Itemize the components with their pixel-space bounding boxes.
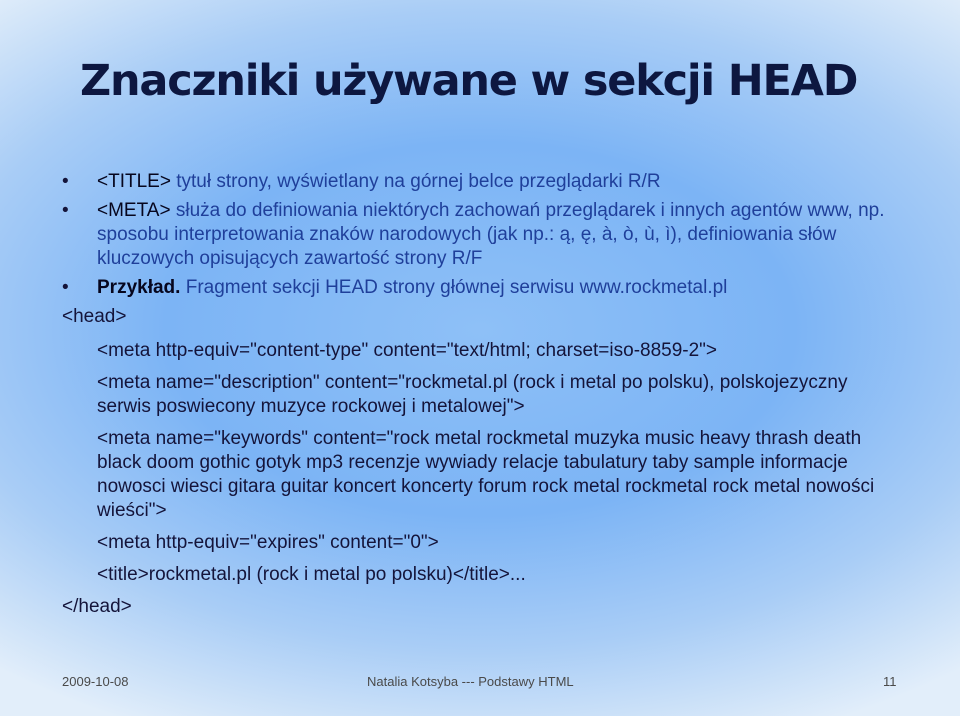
code-line: <meta name="keywords" content="rock metal rockmetal muzyka music heavy thrash death black doom gothic gotyk mp3 recenzje wywiady relacje tabulatury taby sample informacje nowosci wiesci gitara guitar koncert koncerty forum rock metal rockmetal rock metal nowości wieści">	[97, 428, 875, 521]
footer-page-number: 11	[883, 674, 897, 689]
slide-content	[62, 170, 902, 625]
code-line: <meta http-equiv="content-type" content="text/html; charset=iso-8859-2">	[97, 340, 718, 361]
code-close-head: </head>	[62, 596, 132, 617]
footer-date: 2009-10-08	[62, 674, 129, 689]
bullet-dot-icon: •	[62, 200, 69, 221]
bullet-tag: <TITLE>	[97, 171, 171, 192]
footer-author: Natalia Kotsyba --- Podstawy HTML	[367, 674, 574, 689]
bullet-item	[62, 199, 902, 271]
bullet-tag: Przykład.	[97, 277, 181, 298]
code-example	[62, 305, 902, 619]
code-line: <meta http-equiv="expires" content="0">	[97, 532, 439, 553]
bullet-text: Fragment sekcji HEAD strony głównej serwisu www.rockmetal.pl	[180, 277, 728, 298]
bullet-item	[62, 276, 902, 300]
bullet-text: tytuł strony, wyświetlany na górnej belce przeglądarki R/R	[170, 171, 661, 192]
bullet-text: służa do definiowania niektórych zachowań przeglądarek i innych agentów www, np. sposobu interpretowania znaków narodowych (jak np.: ą, ę, à, ò, ù, ì), definiowania słów kluczowych opisujących zawartość strony R/F	[97, 200, 885, 269]
bullet-tag: <META>	[97, 200, 171, 221]
bullet-dot-icon: •	[62, 171, 69, 192]
code-open-head: <head>	[62, 306, 127, 327]
slide-title: Znaczniki używane w sekcji HEAD	[80, 56, 858, 106]
bullet-dot-icon: •	[62, 277, 69, 298]
code-line: <title>rockmetal.pl (rock i metal po polsku)</title>...	[97, 564, 526, 585]
code-line: <meta name="description" content="rockmetal.pl (rock i metal po polsku), polskojezyczny serwis poswiecony muzyce rockowej i metalowej">	[97, 372, 848, 417]
bullet-item	[62, 170, 902, 194]
